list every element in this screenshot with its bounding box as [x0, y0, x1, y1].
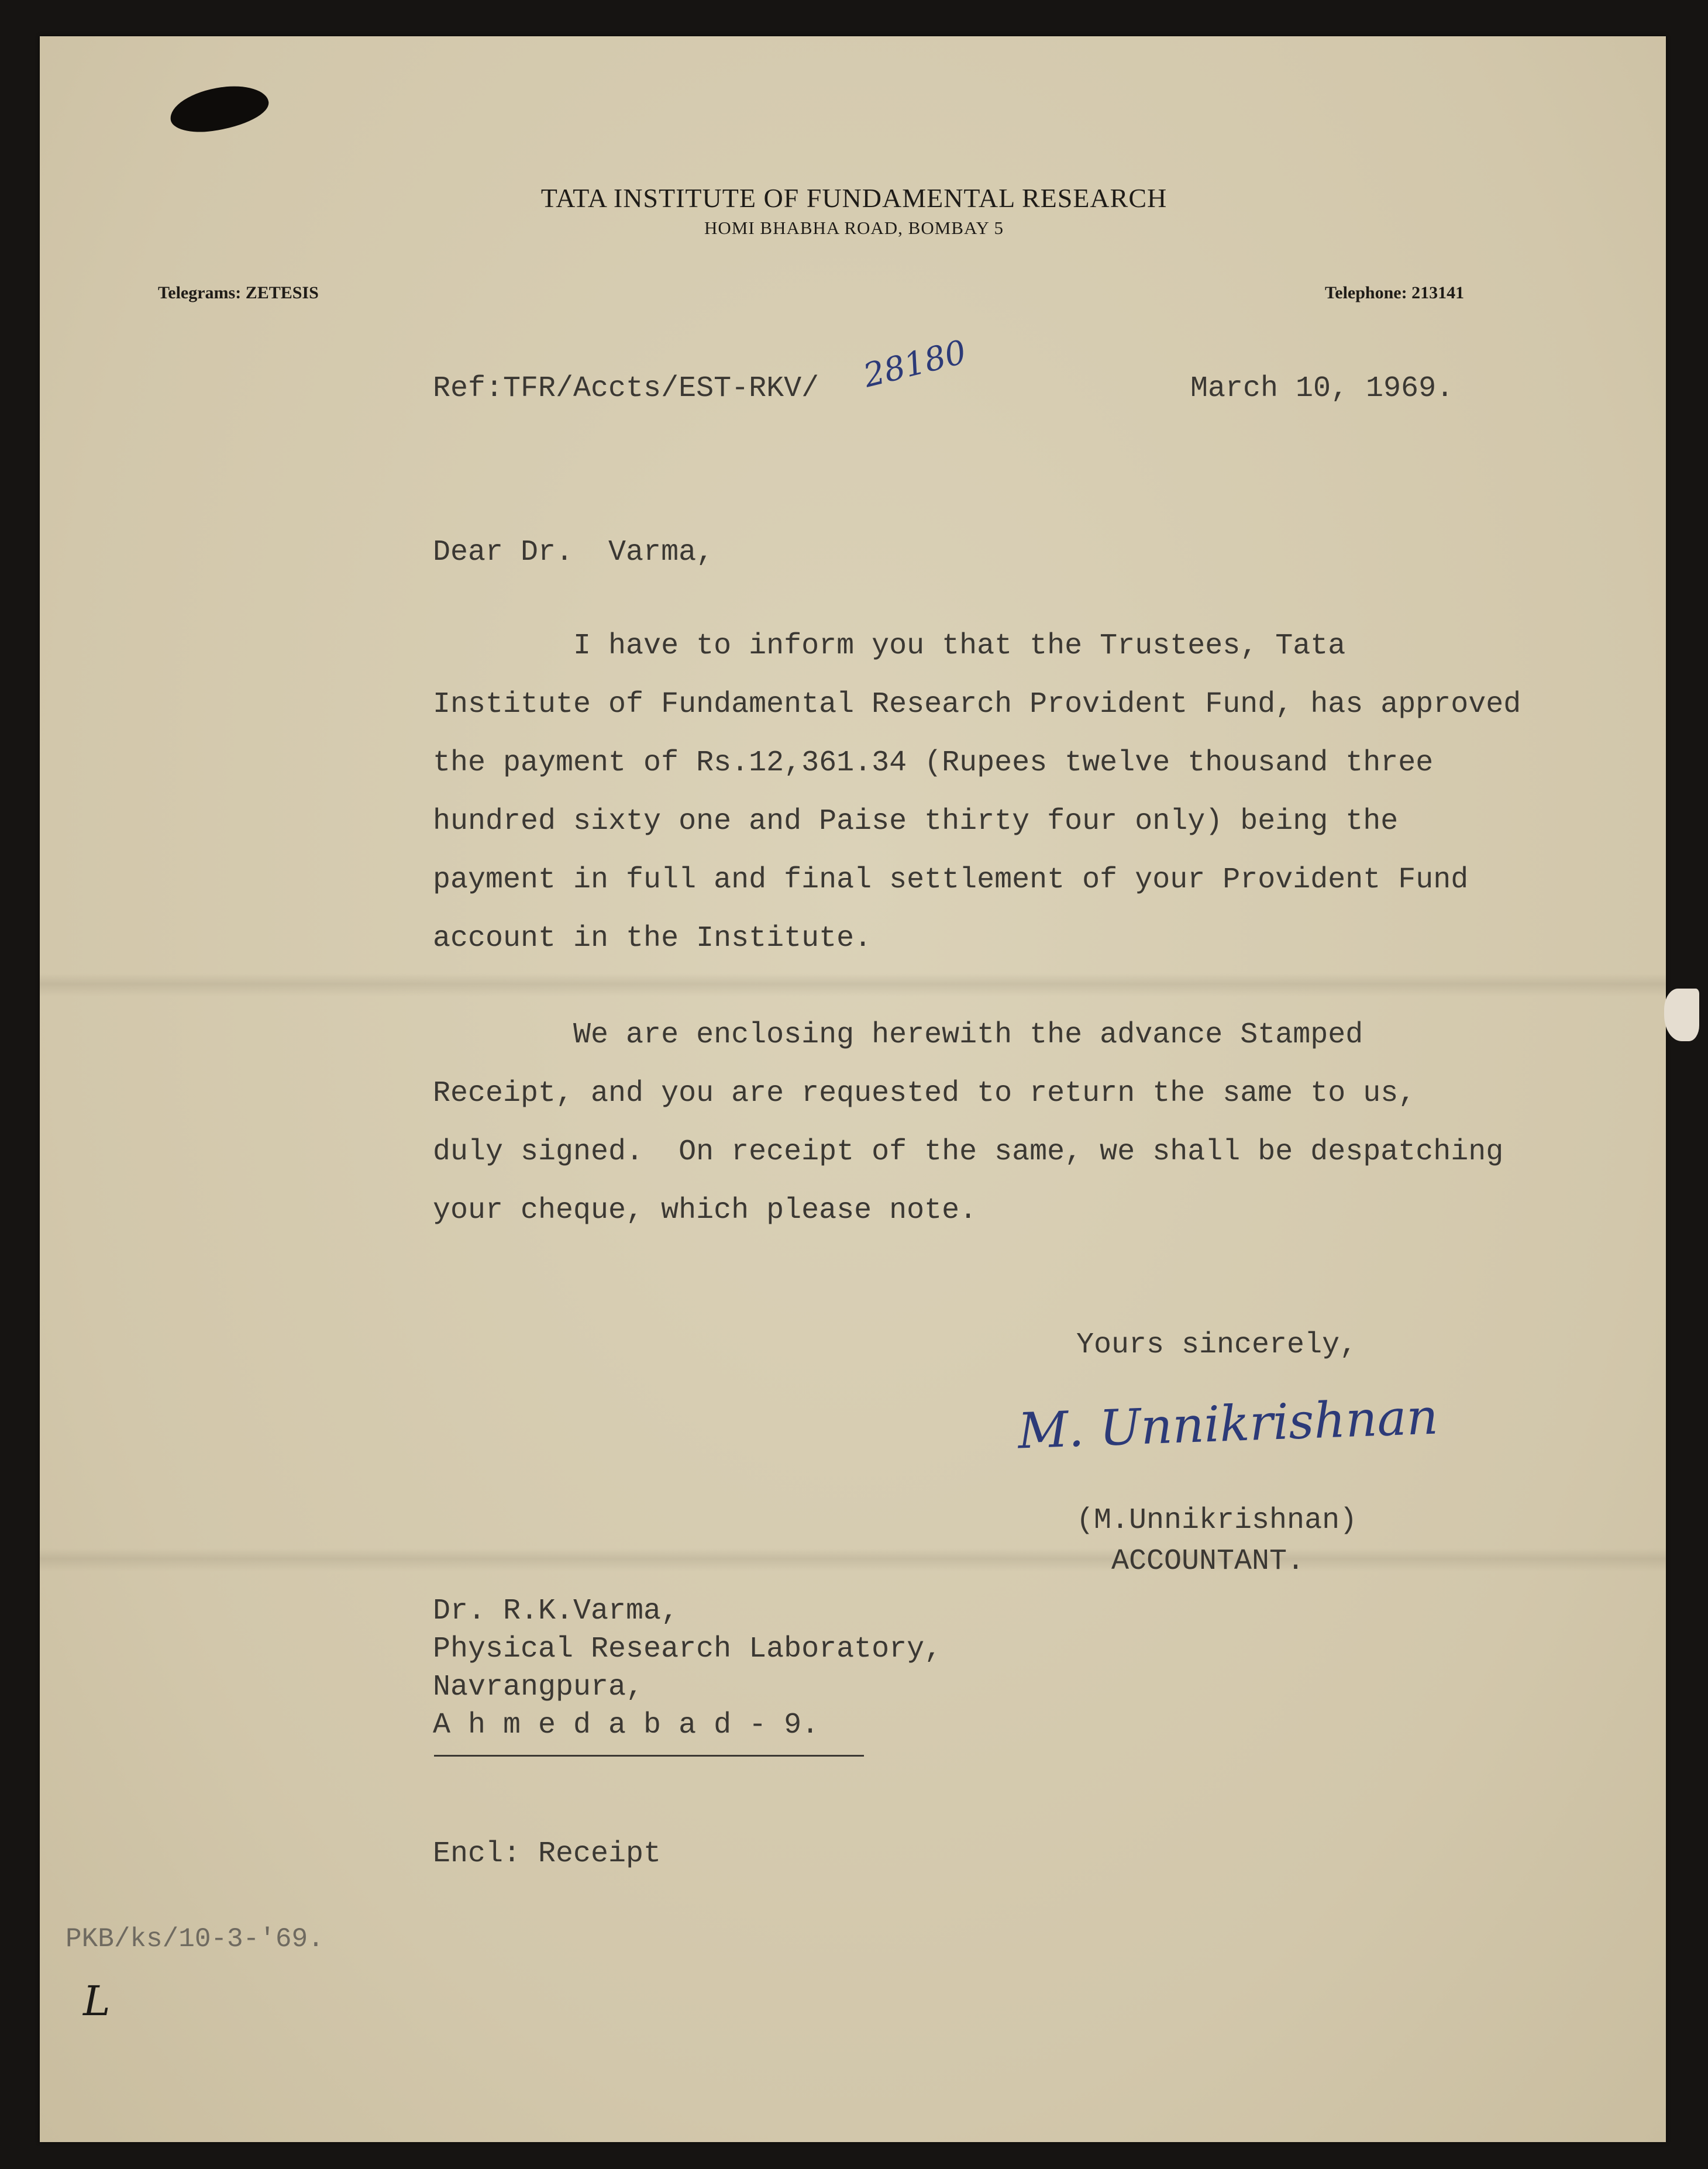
paragraph1-line: I have to inform you that the Trustees, Tata [433, 629, 1346, 663]
signatory-name: (M.Unnikrishnan) [1076, 1504, 1358, 1537]
paragraph1-line: payment in full and final settlement of your Provident Fund [433, 863, 1469, 897]
handwritten-reference-number: 28180 [859, 333, 970, 395]
salutation: Dear Dr. Varma, [433, 536, 714, 569]
recipient-underline [434, 1755, 864, 1757]
signatory-title: ACCOUNTANT. [1111, 1545, 1305, 1578]
paragraph2-line: We are enclosing herewith the advance Stamped [433, 1018, 1363, 1052]
paragraph2-line: duly signed. On receipt of the same, we shall be despatching [433, 1135, 1504, 1169]
institute-name: TATA INSTITUTE OF FUNDAMENTAL RESEARCH [540, 183, 1168, 213]
closing: Yours sincerely, [1076, 1328, 1358, 1362]
telephone-line: Telephone: 213141 [1325, 283, 1465, 302]
paragraph2-line: Receipt, and you are requested to return the same to us, [433, 1077, 1416, 1110]
telegrams-line: Telegrams: ZETESIS [158, 283, 319, 302]
paragraph1-line: account in the Institute. [433, 922, 872, 955]
recipient-line: Physical Research Laboratory, [433, 1633, 942, 1666]
typist-initials: PKB/ks/10-3-'69. [66, 1924, 324, 1954]
reference-line: Ref:TFR/Accts/EST-RKV/ [433, 372, 819, 405]
paper-tear [1664, 989, 1699, 1041]
paragraph1-line: the payment of Rs.12,361.34 (Rupees twelve thousand three [433, 746, 1434, 780]
paragraph1-line: hundred sixty one and Paise thirty four only) being the [433, 805, 1399, 838]
recipient-line: Navrangpura, [433, 1671, 644, 1704]
recipient-city: A h m e d a b a d - 9. [433, 1709, 819, 1742]
paragraph2-line: your cheque, which please note. [433, 1194, 977, 1227]
enclosure-line: Encl: Receipt [433, 1837, 662, 1871]
recipient-line: Dr. R.K.Varma, [433, 1595, 679, 1628]
paragraph1-line: Institute of Fundamental Research Provident Fund, has approved [433, 688, 1521, 721]
institute-address: HOMI BHABHA ROAD, BOMBAY 5 [704, 218, 1004, 238]
handwritten-mark: L [83, 1977, 111, 2025]
letter-date: March 10, 1969. [1190, 372, 1454, 405]
signature: M. Unnikrishnan [1017, 1388, 1440, 1460]
